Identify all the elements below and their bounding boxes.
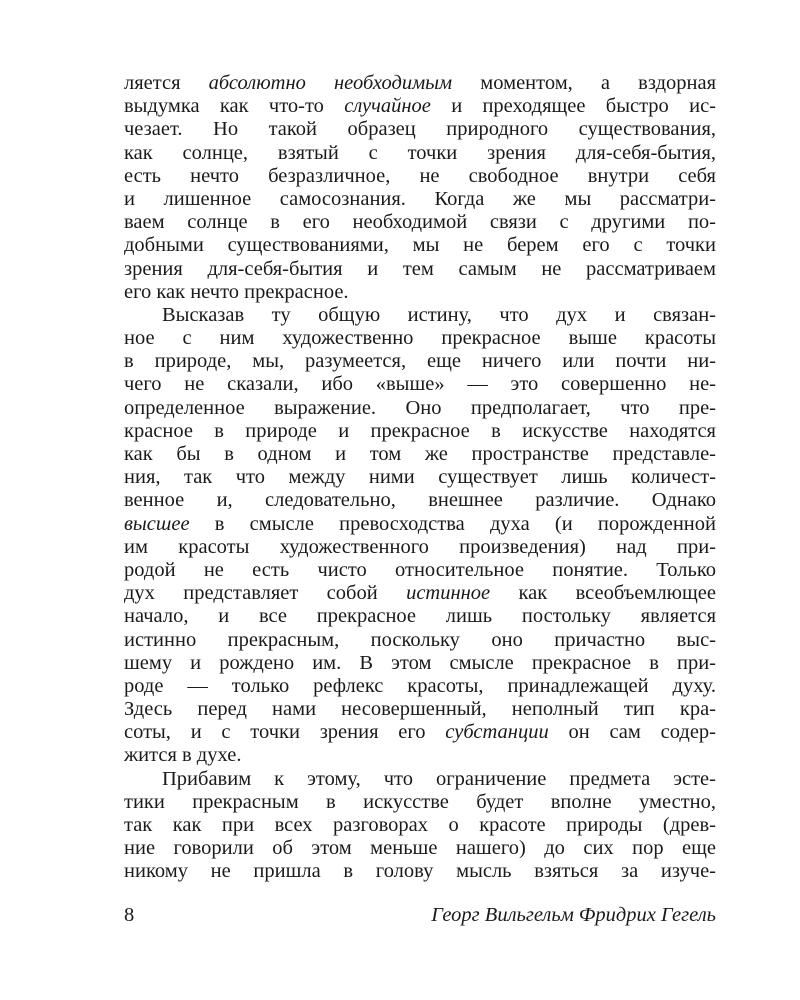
text-segment: в смысле превосходства духа (и порожденной <box>189 512 716 535</box>
text-segment: как всеобъемлющее <box>490 582 716 605</box>
body-text <box>124 72 716 884</box>
text-segment: родой не есть чисто относительное понятие. Только <box>124 558 716 581</box>
text-line <box>124 281 716 304</box>
text-segment: никому не пришла в голову мысль взяться за изуче- <box>124 860 716 883</box>
text-segment: выдумка как что-то <box>124 95 345 118</box>
text-line <box>124 234 716 257</box>
text-segment: Здесь перед нами несовершенный, неполный тип кра- <box>124 698 716 721</box>
text-segment: так как при всех разговорах о красоте природы (древ- <box>124 814 716 836</box>
text-line <box>124 721 716 744</box>
text-line <box>124 72 716 95</box>
italic-emphasis: высшее <box>124 512 190 535</box>
text-segment: им красоты художественного произведения) над при- <box>124 535 716 558</box>
text-line <box>124 652 716 675</box>
text-segment: добными существованиями, мы не берем его с точки <box>124 234 716 257</box>
text-segment: тики прекрасным в искусстве будет вполне уместно, <box>124 790 716 813</box>
text-segment: роде — только рефлекс красоты, принадлежащей духу. <box>124 674 716 697</box>
text-line <box>124 327 716 350</box>
text-line <box>124 188 716 211</box>
text-line <box>124 95 716 118</box>
text-line <box>124 350 716 373</box>
text-segment: и преходящее быстро ис- <box>430 95 716 118</box>
text-segment: зрения для-себя-бытия и тем самым не рассматриваем <box>124 257 716 280</box>
text-segment: шему и рождено им. В этом смысле прекрасное в при- <box>124 651 716 674</box>
text-segment: Высказав ту общую истину, что дух и связан- <box>162 303 716 326</box>
page-number: 8 <box>124 904 135 926</box>
text-line <box>124 629 716 652</box>
text-line <box>124 605 716 628</box>
text-segment: и лишенное самосознания. Когда же мы рассматри- <box>124 187 716 210</box>
text-line <box>124 373 716 396</box>
text-line <box>124 536 716 559</box>
text-line <box>124 860 716 883</box>
text-line <box>124 768 716 791</box>
text-line <box>124 466 716 489</box>
text-line <box>124 304 716 327</box>
text-segment: ляется <box>124 72 209 94</box>
text-segment: его как нечто прекрасное. <box>124 280 349 303</box>
text-segment: ное с ним художественно прекрасное выше красоты <box>124 327 716 350</box>
text-line <box>124 443 716 466</box>
text-segment: ния, так что между ними существует лишь количест- <box>124 466 716 489</box>
text-line <box>124 744 716 767</box>
text-segment: истинно прекрасным, поскольку оно причастно выс- <box>124 628 716 651</box>
text-segment: красное в природе и прекрасное в искусстве находятся <box>124 419 716 442</box>
text-line <box>124 837 716 860</box>
text-segment: как солнце, взятый с точки зрения для-себя-бытия, <box>124 141 716 164</box>
italic-emphasis: случайное <box>344 95 431 118</box>
text-segment: чезает. Но такой образец природного существования, <box>124 118 716 141</box>
text-line <box>124 814 716 837</box>
text-line <box>124 118 716 141</box>
text-segment: моментом, а вздорная <box>452 72 716 94</box>
text-segment: дух представляет собой <box>124 582 407 605</box>
text-segment: определенное выражение. Оно предполагает, что пре- <box>124 396 716 419</box>
text-line <box>124 675 716 698</box>
text-segment: венное и, следовательно, внешнее различие. Однако <box>124 489 716 512</box>
text-line <box>124 165 716 188</box>
text-segment: начало, и все прекрасное лишь постольку является <box>124 605 716 628</box>
text-segment: жится в духе. <box>124 744 242 767</box>
text-segment: есть нечто безразличное, не свободное внутри себя <box>124 164 716 187</box>
text-segment: в природе, мы, разумеется, еще ничего или почти ни- <box>124 350 716 373</box>
text-segment: Прибавим к этому, что ограничение предмета эсте- <box>162 767 716 790</box>
text-line <box>124 420 716 443</box>
text-line <box>124 559 716 582</box>
text-segment: он сам содер- <box>548 721 716 744</box>
text-line <box>124 397 716 420</box>
text-line <box>124 791 716 814</box>
text-line <box>124 142 716 165</box>
text-line <box>124 489 716 512</box>
italic-emphasis: истинное <box>406 582 491 605</box>
italic-emphasis: абсолютно необходимым <box>208 72 453 94</box>
text-segment: соты, и с точки зрения его <box>124 721 446 744</box>
text-segment: ние говорили об этом меньше нашего) до сих пор еще <box>124 837 716 860</box>
text-line <box>124 582 716 605</box>
text-segment: как бы в одном и том же пространстве представле- <box>124 443 716 465</box>
text-segment: ваем солнце в его необходимой связи с другими по- <box>124 211 716 234</box>
text-line <box>124 698 716 721</box>
text-line <box>124 258 716 281</box>
text-segment: чего не сказали, ибо «выше» — это совершенно не- <box>124 373 716 396</box>
italic-emphasis: субстанции <box>445 721 549 744</box>
running-title: Георг Вильгельм Фридрих Гегель <box>431 904 716 926</box>
text-line <box>124 211 716 234</box>
text-line <box>124 513 716 536</box>
